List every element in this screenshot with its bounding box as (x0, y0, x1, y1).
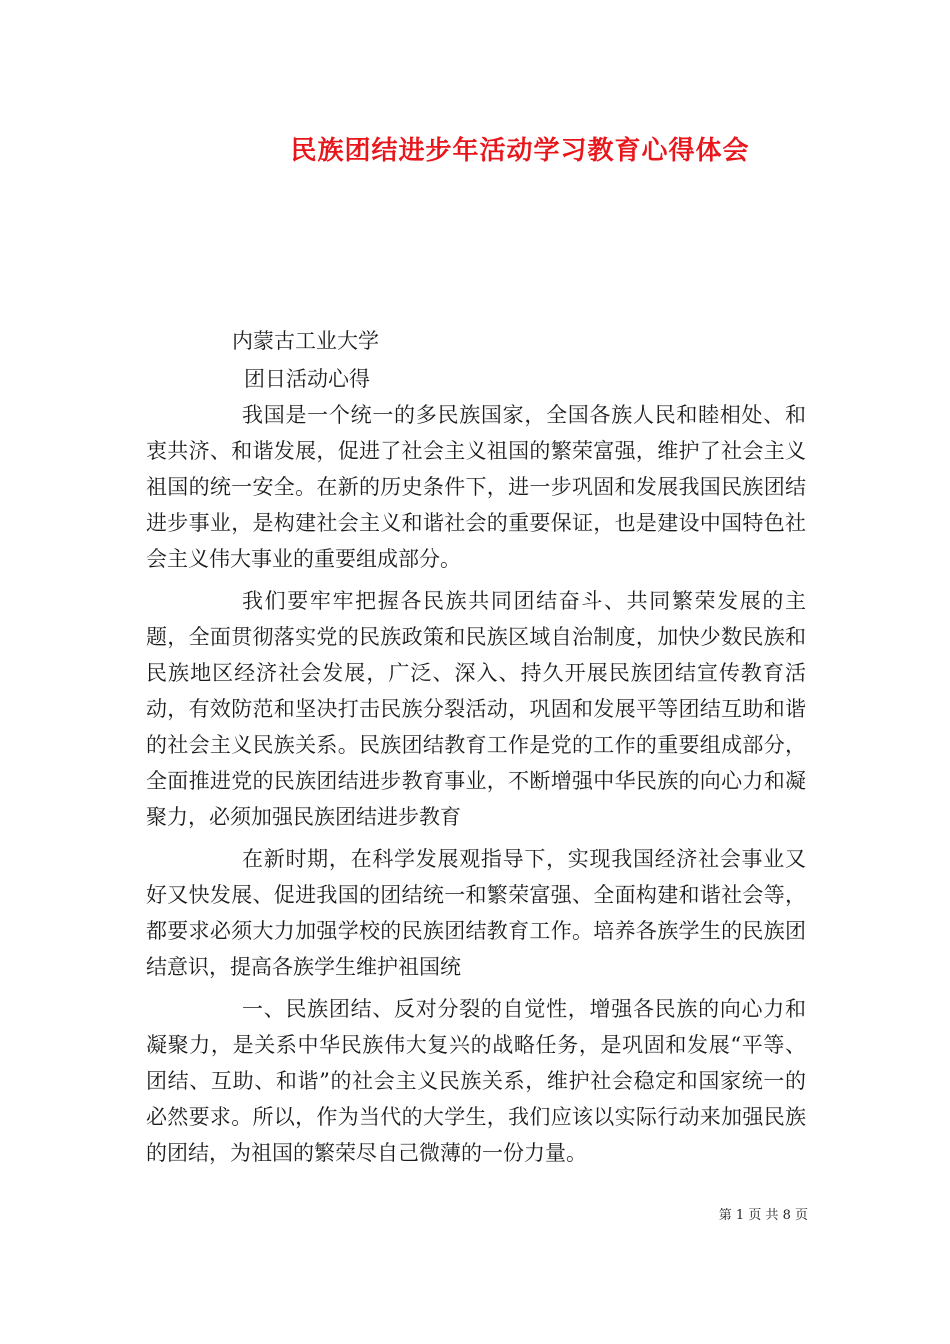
organization-name: 内蒙古工业大学 (232, 329, 379, 353)
page-number: 第 1 页 共 8 页 (718, 1208, 808, 1223)
document-subtitle: 团日活动心得 (244, 367, 370, 391)
paragraph-2: 我们要牢牢把握各民族共同团结奋斗、共同繁荣发展的主题，全面贯彻落实党的民族政策和民族区域自治制度，加快少数民族和民族地区经济社会发展，广泛、深入、持久开展民族团结宣传教育活动，有效防范和坚决打击民族分裂活动，巩固和发展平等团结互助和谐的社会主义民族关系。民族团结教育工作是党的工作的重要组成部分，全面推进党的民族团结进步教育事业，不断增强中华民族的向心力和凝聚力，必须加强民族团结进步教育 (146, 589, 806, 829)
document-body (146, 397, 806, 1177)
paragraph-3: 在新时期，在科学发展观指导下，实现我国经济社会事业又好又快发展、促进我国的团结统一和繁荣富强、全面构建和谐社会等，都要求必须大力加强学校的民族团结教育工作。培养各族学生的民族团结意识，提高各族学生维护祖国统 (146, 847, 806, 979)
document-title: 民族团结进步年活动学习教育心得体会 (290, 136, 750, 166)
paragraph-4: 一、民族团结、反对分裂的自觉性，增强各民族的向心力和凝聚力，是关系中华民族伟大复兴的战略任务，是巩固和发展“平等、团结、互助、和谐”的社会主义民族关系，维护社会稳定和国家统一的必然要求。所以，作为当代的大学生，我们应该以实际行动来加强民族的团结，为祖国的繁荣尽自己微薄的一份力量。 (146, 997, 806, 1165)
paragraph-1: 我国是一个统一的多民族国家，全国各族人民和睦相处、和衷共济、和谐发展，促进了社会主义祖国的繁荣富强，维护了社会主义祖国的统一安全。在新的历史条件下，进一步巩固和发展我国民族团结进步事业，是构建社会主义和谐社会的重要保证，也是建设中国特色社会主义伟大事业的重要组成部分。 (146, 403, 806, 571)
